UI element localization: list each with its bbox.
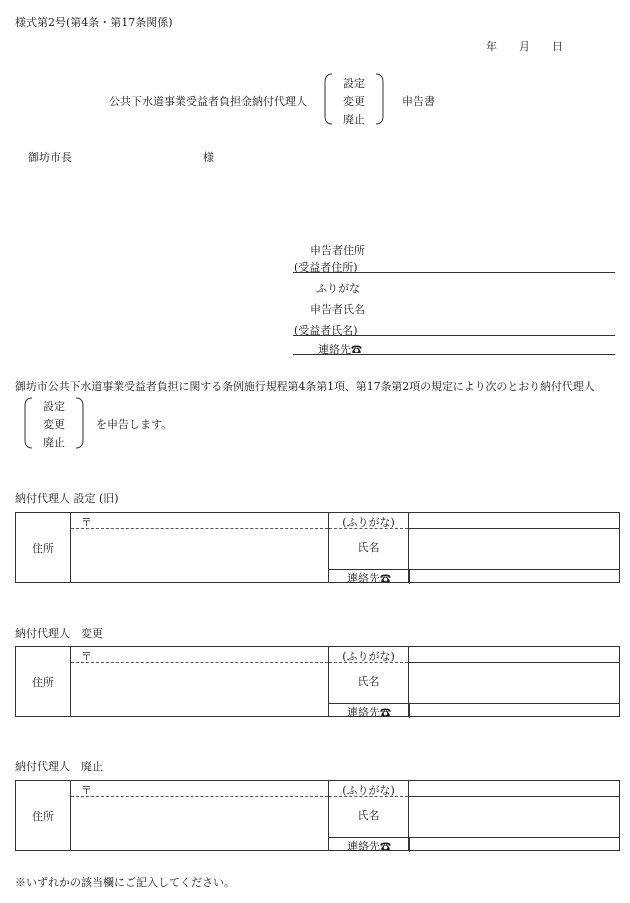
postal-mark: 〒 — [81, 516, 92, 529]
title-suffix: 申告書 — [402, 95, 435, 108]
section-heading-abolish: 納付代理人 廃止 — [15, 760, 103, 773]
address-label: 住所 — [32, 809, 54, 823]
agent-table-abolish — [15, 780, 620, 851]
applicant-furigana-label: ふりがな — [316, 282, 360, 295]
applicant-address-line — [293, 272, 615, 273]
address-input-cell[interactable] — [71, 781, 329, 850]
postal-divider — [71, 662, 328, 663]
address-label-cell — [16, 781, 71, 850]
address-label-cell — [16, 513, 71, 582]
contact-row[interactable] — [329, 569, 619, 584]
applicant-name-label: 申告者氏名 — [310, 303, 365, 316]
body-option-abolish: 廃止 — [43, 436, 65, 449]
addressee-honorific: 様 — [203, 151, 214, 164]
contact-row[interactable] — [329, 703, 619, 718]
furigana-input-divider — [409, 796, 619, 797]
furigana-divider — [329, 528, 408, 529]
beneficiary-address-label: (受益者住所) — [294, 261, 358, 274]
name-label: 氏名 — [357, 541, 380, 554]
name-label: 氏名 — [357, 675, 380, 688]
title-prefix: 公共下水道事業受益者負担金納付代理人 — [109, 95, 307, 108]
body-statement: 御坊市公共下水道事業受益者負担に関する条例施行規程第4条第1項、第17条第2項の規定により次のとおり納付代理人 — [15, 380, 595, 393]
contact-label: 連絡先☎ — [347, 840, 391, 853]
contact-divider — [409, 704, 410, 718]
body-option-brackets — [22, 396, 86, 450]
address-input-cell[interactable] — [71, 647, 329, 716]
form-number: 様式第2号(第4条・第17条関係) — [15, 16, 173, 29]
applicant-contact-line — [293, 354, 615, 355]
applicant-name-line — [293, 335, 615, 336]
addressee-name: 御坊市長 — [28, 151, 72, 164]
furigana-input-divider — [409, 662, 619, 663]
contact-divider — [409, 570, 410, 584]
furigana-divider — [329, 796, 408, 797]
postal-divider — [71, 796, 328, 797]
title-option-change: 変更 — [343, 95, 365, 108]
section-heading-change: 納付代理人 変更 — [15, 627, 103, 640]
applicant-contact-label: 連絡先☎ — [318, 343, 362, 356]
title-option-abolish: 廃止 — [343, 113, 365, 126]
postal-mark: 〒 — [81, 650, 92, 663]
furigana-label: (ふりがな) — [342, 784, 395, 797]
furigana-divider — [329, 662, 408, 663]
address-label: 住所 — [32, 675, 54, 689]
body-option-setting: 設定 — [43, 400, 65, 413]
postal-divider — [71, 528, 328, 529]
date-line: 年 月 日 — [486, 40, 563, 53]
applicant-address-label: 申告者住所 — [310, 244, 365, 257]
agent-table-setting — [15, 512, 620, 583]
furigana-input-divider — [409, 528, 619, 529]
section-heading-setting: 納付代理人 設定 (旧) — [15, 492, 119, 505]
address-label-cell — [16, 647, 71, 716]
footer-note: ※いずれかの該当欄にご記入してください。 — [15, 876, 235, 889]
agent-table-change — [15, 646, 620, 717]
furigana-label: (ふりがな) — [342, 516, 395, 529]
contact-label: 連絡先☎ — [347, 572, 391, 585]
beneficiary-name-label: (受益者氏名) — [294, 324, 358, 337]
body-option-change: 変更 — [43, 418, 65, 431]
contact-divider — [409, 838, 410, 852]
contact-row[interactable] — [329, 837, 619, 852]
postal-mark: 〒 — [81, 784, 92, 797]
address-input-cell[interactable] — [71, 513, 329, 582]
furigana-label: (ふりがな) — [342, 650, 395, 663]
title-option-brackets — [322, 72, 386, 126]
contact-label: 連絡先☎ — [347, 706, 391, 719]
address-label: 住所 — [32, 541, 54, 555]
name-label: 氏名 — [357, 809, 380, 822]
title-option-setting: 設定 — [343, 77, 365, 90]
body-closing: を申告します。 — [96, 418, 173, 431]
